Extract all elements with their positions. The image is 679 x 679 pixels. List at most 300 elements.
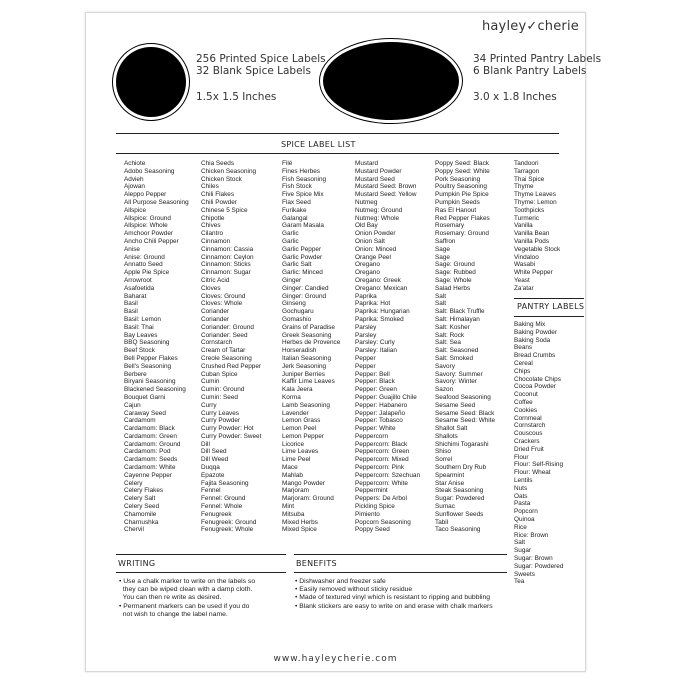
spice-list-item: Basil <box>124 300 138 308</box>
spice-list-item: Ginger: Ground <box>282 292 327 300</box>
spice-list-item: Pumpkin Seeds <box>435 198 480 206</box>
spice-list-item: Paprika: Smoked <box>355 315 404 323</box>
spice-list-item: Aleppo Pepper <box>124 191 167 199</box>
spice-list-item: Sage <box>435 253 450 261</box>
label-sheet <box>85 12 602 672</box>
spice-list-item: Old Bay <box>355 222 378 230</box>
spice-list-item: Sumac <box>435 503 455 511</box>
spice-list-item: Spearmint <box>435 471 465 479</box>
spice-list-item: Peppers: De Arbol <box>355 495 407 503</box>
spice-list-item: Mustard Seed: Yellow <box>355 191 417 199</box>
spice-list-item: Fenugreek <box>201 510 232 518</box>
spice-list-item: Sazon <box>435 386 454 394</box>
spice-list-item: Bell's Seasoning <box>124 362 172 370</box>
spice-list-item: Achiote <box>124 160 146 167</box>
pantry-list-item: Sugar <box>514 547 532 555</box>
spice-list-item: Taco Seasoning <box>435 526 481 534</box>
website-footer: www.hayleycherie.com <box>273 654 398 664</box>
spice-list-item: Thyme <box>514 183 534 191</box>
spice-list-item: Mustard <box>355 160 379 167</box>
spice-list-item: Pepper: White <box>355 425 396 433</box>
spice-list-item: Curry Powder: Hot <box>201 425 254 433</box>
spice-list-item: Italian Seasoning <box>282 354 332 362</box>
spice-list-item: Kala Jeera <box>282 386 313 394</box>
spice-list-item: Jerk Seasoning <box>282 362 327 370</box>
info-line: • Easily removed without sticky residue <box>295 586 413 594</box>
pantry-list-item: Tea <box>514 578 525 586</box>
spice-list-item: Peppercorn <box>355 432 389 440</box>
divider <box>116 133 559 134</box>
pantry-list-item: Baking Soda <box>514 336 551 344</box>
spice-list-item: Apple Pie Spice <box>124 269 170 277</box>
spice-list-item: Gochugaru <box>282 308 314 316</box>
spice-list-item: Cajun <box>124 401 141 409</box>
spice-list-item: Peppermint <box>355 487 388 495</box>
spice-list-item: Cinnamon: Cassia <box>201 245 254 253</box>
spice-list-item: Oregano: Mexican <box>355 284 408 292</box>
info-line: • Made of textured vinyl which is resistant to ripping and bubbling <box>295 594 491 602</box>
spice-list-item: Parsley: Curly <box>355 339 395 347</box>
spice-list-item: Tabil <box>435 518 449 526</box>
spice-list-item: Nutmeg: Whole <box>355 214 400 222</box>
spice-list-item: Sunflower Seeds <box>435 510 484 518</box>
spice-column-6 <box>514 160 560 293</box>
spice-list-item: Caraway Seed <box>124 409 166 417</box>
spice-list-item: Parsley: Italian <box>355 347 397 355</box>
pantry-list-item: Baking Powder <box>514 328 557 336</box>
spice-list-item: Savory: Summer <box>435 370 483 378</box>
spice-list-item: Chicken Stock <box>201 175 242 183</box>
spice-list-item: Lemon Pepper <box>282 432 324 440</box>
spice-list-item: Shichimi Togarashi <box>435 440 489 448</box>
spice-list-item: Chiles <box>201 183 219 191</box>
info-line: • Blank stickers are easy to write on and erase with chalk markers <box>295 602 493 610</box>
spice-list-item: Filé <box>282 160 293 167</box>
spice-list-item: Cornstarch <box>201 339 233 347</box>
spice-list-item: Fish Stock <box>282 183 312 191</box>
spice-list-item: Salt <box>435 300 447 308</box>
pantry-list-item: Dried Fruit <box>514 445 544 453</box>
spice-list-item: Greek Seasoning <box>282 331 332 339</box>
spice-column-5 <box>435 160 495 534</box>
spice-list-item: Chinese 5 Spice <box>201 206 248 214</box>
spice-list-item: Garlic <box>282 237 299 245</box>
spice-list-item: Beef Stock <box>124 347 155 355</box>
spice-list-item: Cardamom: Seeds <box>124 456 178 464</box>
spice-list-item: Furikake <box>282 206 307 214</box>
spice-list-item: Paprika: Hungarian <box>355 308 410 316</box>
spice-list-item: Ginseng <box>282 300 306 308</box>
info-line: • Use a chalk marker to write on the labels so <box>119 578 256 585</box>
spice-list-item: Fennel: Ground <box>201 495 246 503</box>
spice-list-item: Oregano: Greek <box>355 276 401 284</box>
spice-list-item: Peppercorn: Pink <box>355 464 405 472</box>
spice-list-item: Rosemary: Ground <box>435 230 489 238</box>
spice-list-item: Lemon Grass <box>282 417 321 425</box>
spice-list-item: Rosemary <box>435 222 465 230</box>
spice-label-count: 256 Printed Spice Labels 32 Blank Spice Labels <box>196 53 326 77</box>
spice-list-item: Annatto Seed <box>124 261 163 269</box>
spice-list-item: Pimiento <box>355 510 380 518</box>
spice-list-item: Chervil <box>124 526 144 534</box>
spice-list-item: Salt: Sea <box>435 339 461 347</box>
spice-list-item: Berbere <box>124 370 147 378</box>
spice-list-item: Lavender <box>282 409 309 417</box>
spice-list-item: All Purpose Seasoning <box>124 198 189 206</box>
pantry-list-item: Nuts <box>514 484 528 492</box>
spice-list-item: Garlic Salt <box>282 261 312 269</box>
spice-list-item: Mustard Seed <box>355 175 395 183</box>
pantry-column <box>514 321 563 586</box>
spice-list-item: Duqqa <box>201 464 220 472</box>
spice-list-item: Galangal <box>282 214 308 222</box>
pantry-list-item: Beans <box>514 344 533 352</box>
spice-list-item: Amchoor Powder <box>124 230 174 238</box>
spice-column-4 <box>355 160 420 534</box>
spice-list-item: Salt: Black Truffle <box>435 308 485 316</box>
spice-list-item: Poppy Seed <box>355 526 390 534</box>
pantry-list-item: Crackers <box>514 437 540 445</box>
spice-list-item: Vindaloo <box>514 253 539 261</box>
spice-list-item: Onion Powder <box>355 230 396 238</box>
pantry-list-item: Flour <box>514 453 529 461</box>
spice-list-item: Pepper <box>355 354 376 362</box>
spice-list-item: Ginger: Candied <box>282 284 329 292</box>
spice-list-item: Sage <box>435 245 450 253</box>
spice-list-item: Nutmeg <box>355 198 378 206</box>
pantry-list-item: Chips <box>514 367 531 375</box>
divider <box>514 298 584 299</box>
pantry-list-item: Sweets <box>514 570 535 578</box>
spice-list-item: Lime Peel <box>282 456 311 464</box>
spice-list-item: Tandoori <box>514 160 539 167</box>
spice-list-item: Mint <box>282 503 295 511</box>
spice-list-item: Basil <box>124 308 138 316</box>
spice-list-item: Pepper: Guajillo Chile <box>355 393 417 401</box>
spice-list-item: Salt: Himalayan <box>435 315 480 323</box>
spice-list-item: Garlic: Minced <box>282 269 323 277</box>
spice-list-item: Seafood Seasoning <box>435 393 491 401</box>
spice-list-item: Wasabi <box>514 261 536 269</box>
spice-list-item: Vanilla Pods <box>514 237 550 245</box>
divider <box>116 153 559 154</box>
spice-list-item: Mixed Herbs <box>282 518 318 526</box>
spice-list-item: Tarragon <box>514 167 540 175</box>
spice-list-item: Korma <box>282 393 301 401</box>
spice-list-item: Mace <box>282 464 298 472</box>
spice-list-item: Mahlab <box>282 471 303 479</box>
spice-list-item: Cinnamon: Sticks <box>201 261 251 269</box>
spice-list-item: Biryani Seasoning <box>124 378 176 386</box>
spice-list-item: Sorrel <box>435 456 453 464</box>
spice-list-item: Lamb Seasoning <box>282 401 330 409</box>
spice-list-item: Mitsuba <box>282 510 305 518</box>
spice-list-item: Onion: Minced <box>355 245 397 253</box>
pantry-label-oval <box>323 42 459 120</box>
spice-list-item: Cinnamon: Ceylon <box>201 253 254 261</box>
spice-list-item: Fish Seasoning <box>282 175 327 183</box>
spice-list-item: Epazote <box>201 471 225 479</box>
spice-list-item: Fenugreek: Whole <box>201 526 254 534</box>
spice-list-item: Curry <box>201 401 217 409</box>
spice-list-item: Shallot Salt <box>435 425 468 433</box>
pantry-list-item: Rice <box>514 523 527 531</box>
spice-list-item: Cumin: Ground <box>201 386 245 394</box>
spice-list-item: Bouquet Garni <box>124 393 166 401</box>
pantry-list-item: Cocoa Powder <box>514 383 556 391</box>
pantry-list-item: Lentils <box>514 476 533 484</box>
spice-list-item: Salt: Kosher <box>435 323 470 331</box>
spice-list-item: Five Spice Mix <box>282 191 324 199</box>
pantry-list-item: Oats <box>514 492 528 500</box>
pantry-list-item: Chocolate Chips <box>514 375 561 383</box>
spice-list-item: Chamomile <box>124 510 157 518</box>
spice-list-item: Cuban Spice <box>201 370 238 378</box>
writing-title: WRITING <box>118 559 156 568</box>
spice-list-item: Bay Leaves <box>124 331 158 339</box>
pantry-list-item: Sugar: Powdered <box>514 562 564 570</box>
spice-list-item: Pepper: Tobasco <box>355 417 403 425</box>
spice-list-item: Orange Peel <box>355 253 391 261</box>
spice-list-item: Sesame Seed: Black <box>435 409 495 417</box>
spice-list-item: Sesame Seed <box>435 401 476 409</box>
spice-list-item: Curry Leaves <box>201 409 240 417</box>
pantry-list-item: Coffee <box>514 398 533 406</box>
spice-list-item: Charnushka <box>124 518 159 526</box>
spice-list-item: Grains of Paradise <box>282 323 335 331</box>
spice-list-item: Pepper <box>355 362 376 370</box>
spice-list-item: Marjoram <box>282 487 309 495</box>
pantry-label-count: 34 Printed Pantry Labels 6 Blank Pantry Labels <box>473 53 602 77</box>
spice-list-item: Bell Pepper Flakes <box>124 354 178 362</box>
spice-list-item: Basil: Thai <box>124 323 154 331</box>
spice-list-item: Allspice <box>124 206 147 214</box>
spice-list-item: Allspice: Whole <box>124 222 168 230</box>
pantry-list-item: Flour: Wheat <box>514 469 551 477</box>
spice-list-item: Sage: Rubbed <box>435 269 476 277</box>
spice-column-1 <box>124 160 189 534</box>
spice-list-item: Ajowan <box>124 183 145 191</box>
pantry-list-item: Quinoa <box>514 515 535 523</box>
spice-list-item: Sage: Whole <box>435 276 472 284</box>
spice-list-item: Popcorn Seasoning <box>355 518 411 526</box>
spice-list-item: Fenugreek: Ground <box>201 518 257 526</box>
spice-list-item: Cardamom: White <box>124 464 176 472</box>
info-line: not wish to change the label name. <box>119 610 228 618</box>
pantry-label-size: 3.0 x 1.8 Inches <box>473 91 557 103</box>
spice-list-item: Basil: Lemon <box>124 315 161 323</box>
spice-list-item: Gomashio <box>282 315 312 323</box>
pantry-list-item: Cornmeal <box>514 414 542 422</box>
spice-list-item: Shiso <box>435 448 451 456</box>
spice-list-item: Vanilla <box>514 222 533 230</box>
spice-list-item: Oregano <box>355 261 380 269</box>
spice-list-item: Onion Salt <box>355 237 385 245</box>
spice-column-2 <box>201 160 261 534</box>
pantry-list-item: Pasta <box>514 500 531 508</box>
spice-list-item: Advieh <box>124 175 144 183</box>
spice-list-item: Peppercorn: Black <box>355 440 408 448</box>
spice-list-item: Creole Seasoning <box>201 354 252 362</box>
spice-label-size: 1.5x 1.5 Inches <box>196 91 277 103</box>
spice-list-item: Curry Powder: Sweet <box>201 432 262 440</box>
spice-list-item: Celery Salt <box>124 495 156 503</box>
spice-list-item: Curry Powder <box>201 417 241 425</box>
spice-list-item: Star Anise <box>435 479 465 487</box>
spice-list-item: Salt <box>435 292 447 300</box>
spice-list-item: Garlic <box>282 230 299 238</box>
spice-list-item: Saffron <box>435 237 456 245</box>
spice-list-item: Poppy Seed: White <box>435 167 490 175</box>
pantry-list-item: Coconut <box>514 391 538 399</box>
pantry-list-item: Couscous <box>514 430 543 438</box>
spice-list-item: Chili Flakes <box>201 191 235 199</box>
spice-list-item: Flax Seed <box>282 198 311 206</box>
spice-list-item: Thyme: Lemon <box>514 198 557 206</box>
spice-list-item: Marjoram: Ground <box>282 495 334 503</box>
spice-list-item: Kaffir Lime Leaves <box>282 378 335 386</box>
spice-list-item: Anise: Ground <box>124 253 165 261</box>
spice-list-item: Pork Seasoning <box>435 175 481 183</box>
spice-list-item: Pepper: Jalapeño <box>355 409 406 417</box>
spice-list-item: Cardamom: Pod <box>124 448 171 456</box>
spice-list-item: Pepper: Bell <box>355 370 390 378</box>
spice-list-item: Chipotle <box>201 214 225 222</box>
spice-list-item: White Pepper <box>514 269 553 277</box>
spice-list-item: Cayenne Pepper <box>124 471 172 479</box>
spice-list-item: Ancho Chili Pepper <box>124 237 179 245</box>
spice-list-item: Nutmeg: Ground <box>355 206 403 214</box>
info-line: • Dishwasher and freezer safe <box>295 578 386 585</box>
spice-list-item: Pumpkin Pie Spice <box>435 191 489 199</box>
spice-list-item: Horseradish <box>282 347 317 355</box>
spice-list-item: Licorice <box>282 440 305 448</box>
spice-list-item: Salt: Seasoned <box>435 347 479 355</box>
spice-list-item: Mustard Powder <box>355 167 402 175</box>
spice-list-item: Paprika: Hot <box>355 300 391 308</box>
spice-list-item: Cloves: Whole <box>201 300 243 308</box>
spice-list-item: Arrowroot <box>124 276 152 284</box>
spice-list-item: Savory: Winter <box>435 378 477 386</box>
spice-list-item: Fennel: Whole <box>201 503 243 511</box>
spice-list-item: Pepper: Black <box>355 378 395 386</box>
spice-list-item: Fajita Seasoning <box>201 479 249 487</box>
spice-list-item: Fennel <box>201 487 221 495</box>
divider <box>116 554 286 555</box>
spice-list-item: Yeast <box>514 276 530 284</box>
spice-list-item: Citric Acid <box>201 276 230 284</box>
spice-list-item: Thai Spice <box>514 175 545 183</box>
writing-instructions <box>119 578 255 619</box>
spice-list-item: Celery Seed <box>124 503 160 511</box>
spice-list-item: Sesame Seed: White <box>435 417 496 425</box>
spice-column-3 <box>282 160 340 534</box>
spice-list-item: Garlic Pepper <box>282 245 322 253</box>
divider <box>294 554 507 555</box>
info-line: • Permanent markers can be used if you do <box>119 602 250 610</box>
spice-list-item: Savory <box>435 362 455 370</box>
pantry-list-item: Bread Crumbs <box>514 352 556 360</box>
spice-list-item: Celery Flakes <box>124 487 164 495</box>
pantry-list-item: Flour: Self-Rising <box>514 461 564 469</box>
pantry-list-item: Cookies <box>514 406 538 414</box>
spice-list-item: Peppercorn: White <box>355 479 408 487</box>
spice-list-item: Shallots <box>435 432 458 440</box>
spice-list-item: Baharat <box>124 292 147 300</box>
spice-list-item: Lime Leaves <box>282 448 319 456</box>
spice-list-item: Chili Powder <box>201 198 237 206</box>
spice-list-item: Paprika <box>355 292 377 300</box>
spice-list-item: Dill Seed <box>201 448 227 456</box>
spice-list-item: Thyme Leaves <box>514 191 556 199</box>
spice-list-item: Cloves: Ground <box>201 292 246 300</box>
spice-list-item: Anise <box>124 245 140 253</box>
divider <box>294 572 507 573</box>
spice-list-item: Cinnamon: Sugar <box>201 269 251 277</box>
spice-list-item: Mixed Spice <box>282 526 317 534</box>
spice-list-item: Asafoetida <box>124 284 155 292</box>
pantry-list-title: PANTRY LABELS <box>517 302 585 311</box>
benefits-title: BENEFITS <box>296 559 337 568</box>
spice-list-item: Ginger <box>282 276 302 284</box>
spice-list-item: Blackened Seasoning <box>124 386 186 394</box>
spice-list-item: Cloves <box>201 284 221 292</box>
spice-list-item: Allspice: Ground <box>124 214 171 222</box>
spice-list-title: SPICE LABEL LIST <box>281 140 356 149</box>
pantry-list-item: Rice: Brown <box>514 531 549 539</box>
spice-list-item: Crushed Red Pepper <box>201 362 262 370</box>
spice-list-item: Cumin: Seed <box>201 393 238 401</box>
spice-list-item: Cardamom: Black <box>124 425 175 433</box>
spice-list-item: Pepper: Habanero <box>355 401 408 409</box>
spice-list-item: Cilantro <box>201 230 224 238</box>
spice-list-item: Salt: Rock <box>435 331 465 339</box>
spice-list-item: Garlic Powder <box>282 253 323 261</box>
spice-list-item: BBQ Seasoning <box>124 339 170 347</box>
spice-list-item: Cumin <box>201 378 220 386</box>
spice-list-item: Oregano <box>355 269 380 277</box>
spice-list-item: Turmeric <box>514 214 539 222</box>
spice-list-item: Red Pepper Flakes <box>435 214 490 222</box>
spice-list-item: Southern Dry Rub <box>435 464 487 472</box>
benefits-list <box>295 578 493 611</box>
brand-logo: hayley✓cherie <box>481 19 579 34</box>
spice-list-item: Coriander <box>201 308 230 316</box>
spice-list-item: Cardamom <box>124 417 156 425</box>
spice-list-item: Sugar: Powdered <box>435 495 485 503</box>
spice-list-item: Mustard Seed: Brown <box>355 183 417 191</box>
spice-list-item: Juniper Berries <box>282 370 325 378</box>
spice-list-item: Celery <box>124 479 143 487</box>
spice-list-item: Ras El Hanout <box>435 206 477 214</box>
spice-list-item: Salad Herbs <box>435 284 471 292</box>
info-line: You can then re write as desired. <box>119 594 222 602</box>
spice-list-item: Peppercorn: Green <box>355 448 410 456</box>
spice-list-item: Chives <box>201 222 221 230</box>
spice-list-item: Adobo Seasoning <box>124 167 175 175</box>
spice-list-item: Lemon Peel <box>282 425 317 433</box>
spice-list-item: Toothpicks <box>514 206 545 214</box>
spice-list-item: Vegetable Stock <box>514 245 561 253</box>
spice-list-item: Peppercorn: Mixed <box>355 456 409 464</box>
spice-label-circle <box>116 47 186 117</box>
spice-list-item: Fines Herbes <box>282 167 321 175</box>
divider <box>116 572 286 573</box>
spice-list-item: Herbes de Provence <box>282 339 341 347</box>
spice-list-item: Poppy Seed: Black <box>435 160 489 167</box>
spice-list-item: Garam Masala <box>282 222 324 230</box>
spice-list-item: Salt: Smoked <box>435 354 474 362</box>
